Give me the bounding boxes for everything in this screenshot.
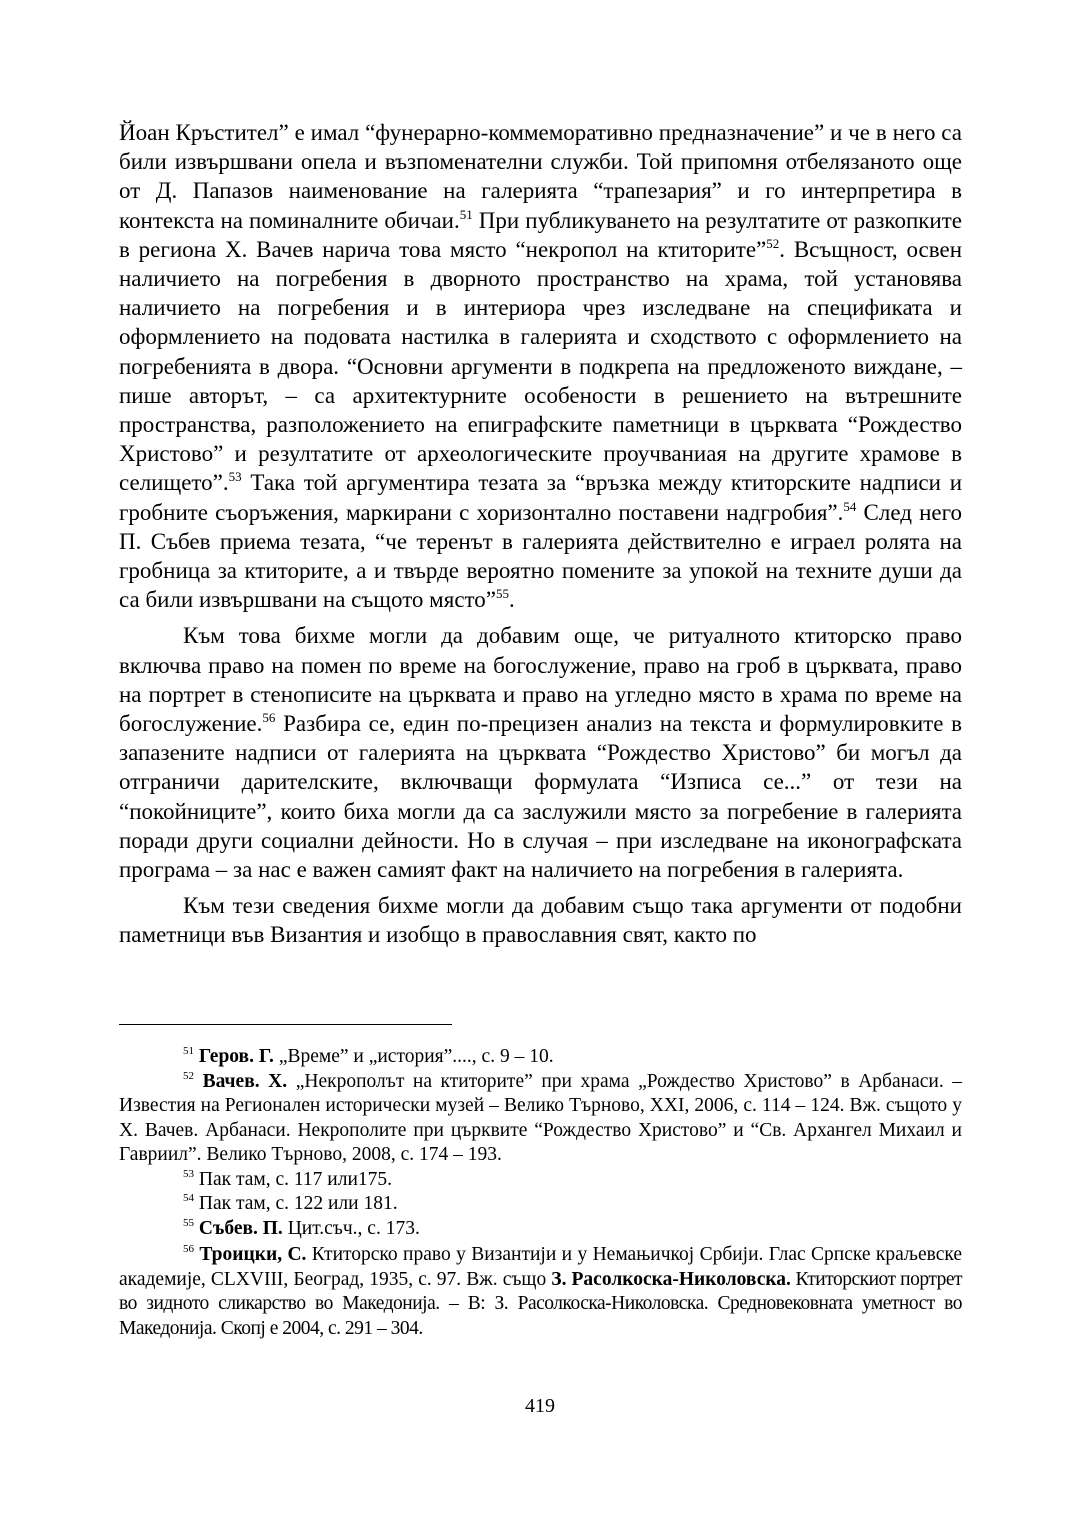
footnote-ref-56[interactable]: 56 <box>262 710 276 726</box>
footnote-ref-54[interactable]: 54 <box>843 498 857 514</box>
footnote-author: З. Расолкоска-Николовска. <box>551 1268 791 1290</box>
footnote-ref-53[interactable]: 53 <box>228 469 242 485</box>
paragraph-3: Към тези сведения бихме могли да добавим също така аргументи от подобни паметници във Византия и изобщо в православния свят, както по <box>119 893 962 948</box>
footnote-separator <box>119 1024 452 1025</box>
page-number: 419 <box>525 1395 555 1417</box>
footnote-51: $^{51}$ Геров. Г. „Време” и „история”...., с. 9 – 10. <box>183 1045 554 1067</box>
main-text <box>119 118 962 950</box>
footnote-56: $^{56}$ Троицки, С. Ктиторско право у Византији и у Немањичкој Србији. Глас Српске краљевске академије, CLXVIII, Београд, 1935, с. 97. Вж. също З. Расолкоска-Николовска. Ктиторскиот портрет во зидното сликарство во Македонија. – В: З. Расолкоска-Николовска. Средновековната уметност во Македонија. Скопј е 2004, с. 291 – 304. <box>119 1243 963 1339</box>
footnote-author: Вачев. Х. <box>202 1070 288 1092</box>
footnote-54: $^{54}$ Пак там, с. 122 или 181. <box>183 1192 398 1214</box>
footnote-55: $^{55}$ Събев. П. Цит.съч., с. 173. <box>183 1216 420 1239</box>
footnotes <box>119 1045 962 1341</box>
footnote-author: Троицки, С. <box>199 1244 307 1265</box>
footnote-ref-55[interactable]: 55 <box>495 586 509 602</box>
footnote-author: Геров. Г. <box>198 1046 274 1067</box>
paragraph-1: Йоан Кръстител” е имал “фунерарно-коммеморативно предназначение” и че в него са били извършвани опела и възпоменателни служби. Той припомня отбелязаното още от Д. Папазов наименование на галерията “трапезария” и го интерпретира в контекста на поминалните обичаи.$^{51}$ При публикуването на резултатите от разкопките в региона Х. Вачев нарича това място “некропол на ктиторите”$^{52}$. Всъщност, освен наличието на погребения в дворното пространство на храма, той установява наличието на погребения и в интериора чрез изследване на спецификата и оформлението на подовата настилка в галерията и сходството с оформлението на погребенията в двора. “Основни аргументи в подкрепа на предложеното виждане, – пише авторът, – са архитектурните особености в решението на вътрешните пространства, разположението на епиграфските паметници в църквата “Рождество Христово” и резултатите от археологическите проучваниая на другите храмове в селището”.$^{53}$ Така той аргументира тезата за “връзка между ктиторските надписи и гробните съоръжения, маркирани с хоризонтално поставени надгробия”.$^{54}$ След него П. Събев приема тезата, “че теренът в галерията действително е играел ролята на гробница за ктиторите, а и твърде вероятно помените за упокой на техните души да са били извършвани на същото място”$^{55}$. <box>119 120 963 613</box>
footnote-author: Събев. П. <box>198 1217 283 1239</box>
footnote-ref-52[interactable]: 52 <box>766 235 780 251</box>
footnote-ref-51[interactable]: 51 <box>459 206 473 222</box>
paragraph-2: Към това бихме могли да добавим още, че ритуалното ктиторско право включва право на помен по време на богослужение, право на гроб в църквата, право на портрет в стенописите на църквата и право на угледно място в храма по време на богослужение.$^{56}$ Разбира се, един по-прецизен анализ на текста и формулировките в запазените надписи от галерията на църквата “Рождество Христово” би могъл да отграничи дарителските, включващи формулата “Изписа се...” от тези на “покойниците”, които биха могли да са заслужили място за погребение в галерията поради други социални дейности. Но в случая – при изследване на иконографската програма – за нас е важен самият факт на наличието на погребения в галерията. <box>119 623 962 883</box>
footnote-52: $^{52}$ Вачев. Х. „Некрополът на ктиторите” при храма „Рождество Христово” в Арбанаси. – Известия на Регионален исторически музей – Велико Търново, XXI, 2006, с. 114 – 124. Вж. същото у Х. Вачев. Арбанаси. Некрополите при църквите “Рождество Христово” и “Св. Архангел Михаил и Гавриил”. Велико Търново, 2008, с. 174 – 193. <box>119 1069 963 1165</box>
footnote-53: $^{53}$ Пак там, с. 117 или175. <box>183 1167 392 1190</box>
